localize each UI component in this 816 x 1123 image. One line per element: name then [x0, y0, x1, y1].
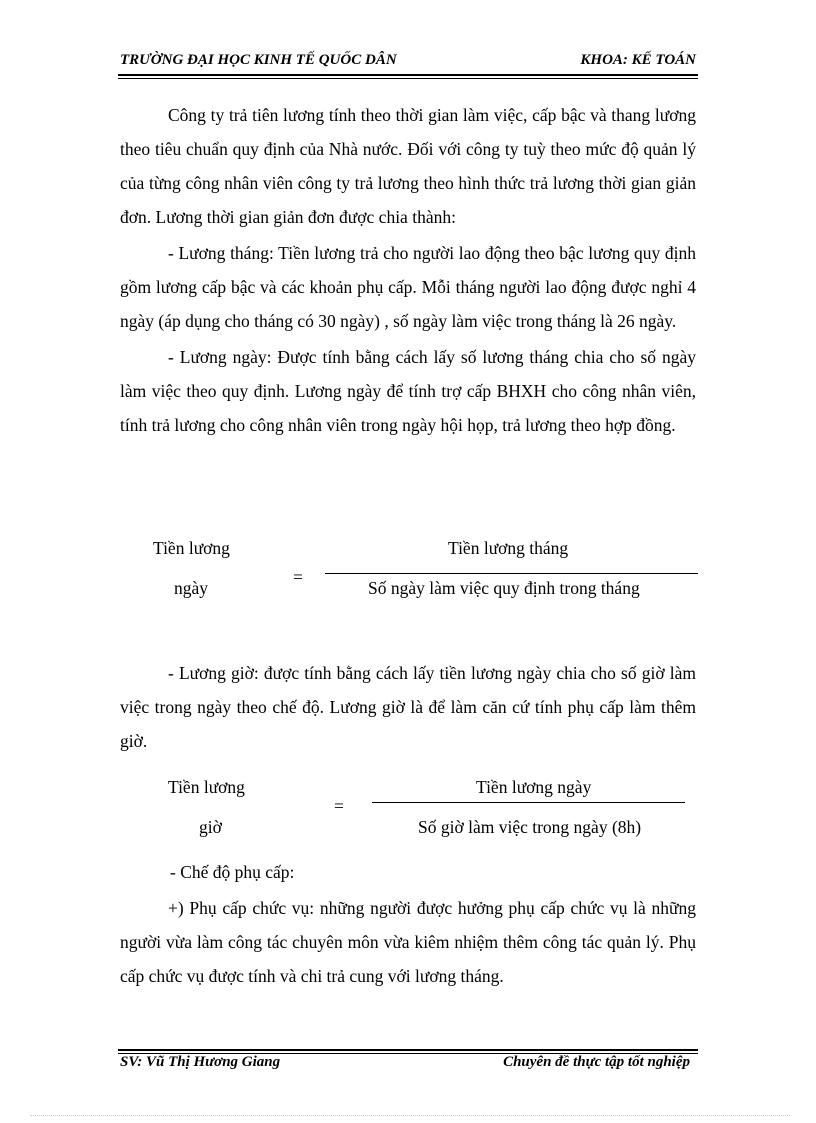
formula-hourly-label-line1: Tiền lương — [168, 777, 245, 797]
paragraph-monthly-wage: - Lương tháng: Tiền lương trả cho người lao động theo bậc lương quy định gồm lương cấp bậc và các khoản phụ cấp. Mỗi tháng người lao động được nghỉ 4 ngày (áp dụng cho tháng có 30 ngày) , số ngày làm việc trong tháng là 26 ngày. — [120, 243, 696, 331]
header-university: TRƯỜNG ĐẠI HỌC KINH TẾ QUỐC DÂN — [120, 52, 397, 68]
formula-hourly-numerator: Tiền lương ngày — [476, 777, 592, 797]
paragraph-allowance-regime: - Chế độ phụ cấp: — [170, 862, 295, 882]
body-section-3 — [120, 855, 696, 993]
paragraph-position-allowance: +) Phụ cấp chức vụ: những người được hưởng phụ cấp chức vụ là những người vừa làm công tác chuyên môn vừa kiêm nhiệm thêm công tác quản lý. Phụ cấp chức vụ được tính và chi trả cung với lương tháng. — [120, 898, 696, 986]
footer-thesis-title: Chuyên đề thực tập tốt nghiệp — [503, 1054, 690, 1070]
formula-hourly-denominator: Số giờ làm việc trong ngày (8h) — [418, 817, 642, 837]
page-footer — [118, 1054, 698, 1074]
formula-daily-denominator: Số ngày làm việc quy định trong tháng — [368, 578, 640, 598]
paragraph-hourly-wage: - Lương giờ: được tính bằng cách lấy tiền lương ngày chia cho số giờ làm việc trong ngày theo chế độ. Lương giờ là để làm căn cứ tính phụ cấp làm thêm giờ. — [120, 663, 696, 751]
formula-daily-equals: = — [293, 567, 303, 587]
header-rule-thin — [118, 78, 698, 79]
formula-daily-fraction-bar — [325, 573, 698, 574]
header-rule-thick — [118, 74, 698, 76]
paragraph-daily-wage: - Lương ngày: Được tính bằng cách lấy số lương tháng chia cho số ngày làm việc theo quy định. Lương ngày để tính trợ cấp BHXH cho công nhân viên, tính trả lương cho công nhân viên trong ngày hội họp, trả lương theo hợp đồng. — [120, 347, 696, 435]
formula-hourly-fraction-bar — [372, 802, 685, 803]
page-bottom-dotted-line — [30, 1115, 790, 1116]
paragraph-intro: Công ty trả tiên lương tính theo thời gian làm việc, cấp bậc và thang lương theo tiêu chuẩn quy định của Nhà nước. Đối với công ty tuỳ theo mức độ quản lý của từng công nhân viên công ty trả lương theo hình thức trả lương thời gian giản đơn. Lương thời gian giản đơn được chia thành: — [120, 105, 696, 227]
formula-daily-label-line2: ngày — [174, 578, 209, 598]
formula-daily-label-line1: Tiền lương — [153, 538, 230, 558]
footer-student-name: SV: Vũ Thị Hương Giang — [120, 1054, 281, 1070]
formula-daily-numerator: Tiền lương tháng — [448, 538, 569, 558]
page-header — [118, 52, 698, 72]
formula-hourly-label-line2: giờ — [199, 817, 222, 837]
body-section-2 — [120, 656, 696, 758]
body-section-1 — [120, 98, 696, 442]
formula-hourly-equals: = — [334, 796, 344, 816]
header-faculty: KHOA: KẾ TOÁN — [580, 52, 696, 68]
footer-rule-thick — [118, 1049, 698, 1051]
